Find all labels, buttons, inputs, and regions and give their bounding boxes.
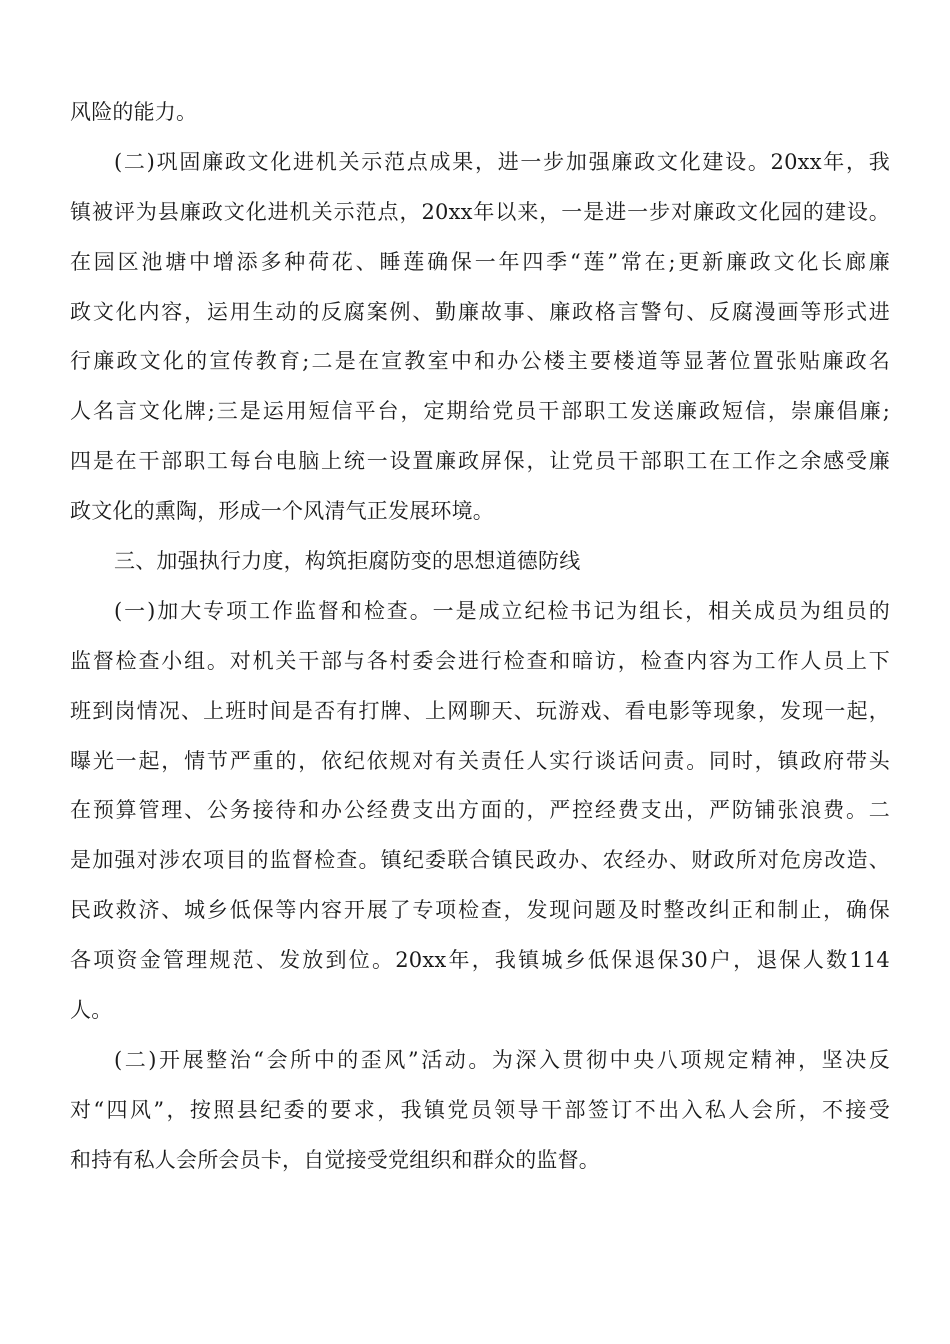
document-body (70, 88, 890, 1186)
text-line: (一)加大专项工作监督和检查。一是成立纪检书记为组长，相关成员为组员的 (114, 598, 890, 623)
text-line: 行廉政文化的宣传教育;二是在宣教室中和办公楼主要楼道等显著位置张贴廉政名 (70, 349, 890, 374)
text-line: 班到岗情况、上班时间是否有打牌、上网聊天、玩游戏、看电影等现象，发现一起， (70, 698, 890, 723)
text-line: 是加强对涉农项目的监督检查。镇纪委联合镇民政办、农经办、财政所对危房改造、 (70, 848, 890, 873)
text-line: 在园区池塘中增添多种荷花、睡莲确保一年四季“莲”常在;更新廉政文化长廊廉 (70, 249, 890, 274)
text-line: 四是在干部职工每台电脑上统一设置廉政屏保，让党员干部职工在工作之余感受廉 (70, 449, 890, 474)
text-line: 人名言文化牌;三是运用短信平台，定期给党员干部职工发送廉政短信，崇廉倡廉; (70, 399, 890, 424)
text-line: 政文化内容，运用生动的反腐案例、勤廉故事、廉政格言警句、反腐漫画等形式进 (70, 299, 890, 324)
text-line: 监督检查小组。对机关干部与各村委会进行检查和暗访，检查内容为工作人员上下 (70, 648, 890, 673)
text-line: 曝光一起，情节严重的，依纪依规对有关责任人实行谈话问责。同时，镇政府带头 (70, 748, 890, 773)
text-line: 镇被评为县廉政文化进机关示范点，20xx年以来，一是进一步对廉政文化园的建设。 (70, 199, 890, 224)
section-heading: 三、加强执行力度，构筑拒腐防变的思想道德防线 (114, 549, 581, 574)
text-line: 在预算管理、公务接待和办公经费支出方面的，严控经费支出，严防铺张浪费。二 (70, 798, 890, 823)
text-line: (二)开展整治“会所中的歪风”活动。为深入贯彻中央八项规定精神，坚决反 (114, 1047, 890, 1072)
text-line: 和持有私人会所会员卡，自觉接受党组织和群众的监督。 (70, 1147, 600, 1172)
text-line: (二)巩固廉政文化进机关示范点成果，进一步加强廉政文化建设。20xx年，我 (114, 149, 890, 174)
text-line: 对“四风”，按照县纪委的要求，我镇党员领导干部签订不出入私人会所，不接受 (70, 1097, 890, 1122)
text-line: 民政救济、城乡低保等内容开展了专项检查，发现问题及时整改纠正和制止，确保 (70, 898, 890, 923)
text-line: 政文化的熏陶，形成一个风清气正发展环境。 (70, 499, 494, 524)
text-line: 各项资金管理规范、发放到位。20xx年，我镇城乡低保退保30户，退保人数114 (70, 948, 890, 973)
text-line: 风险的能力。 (70, 100, 198, 124)
text-line: 人。 (70, 998, 113, 1023)
